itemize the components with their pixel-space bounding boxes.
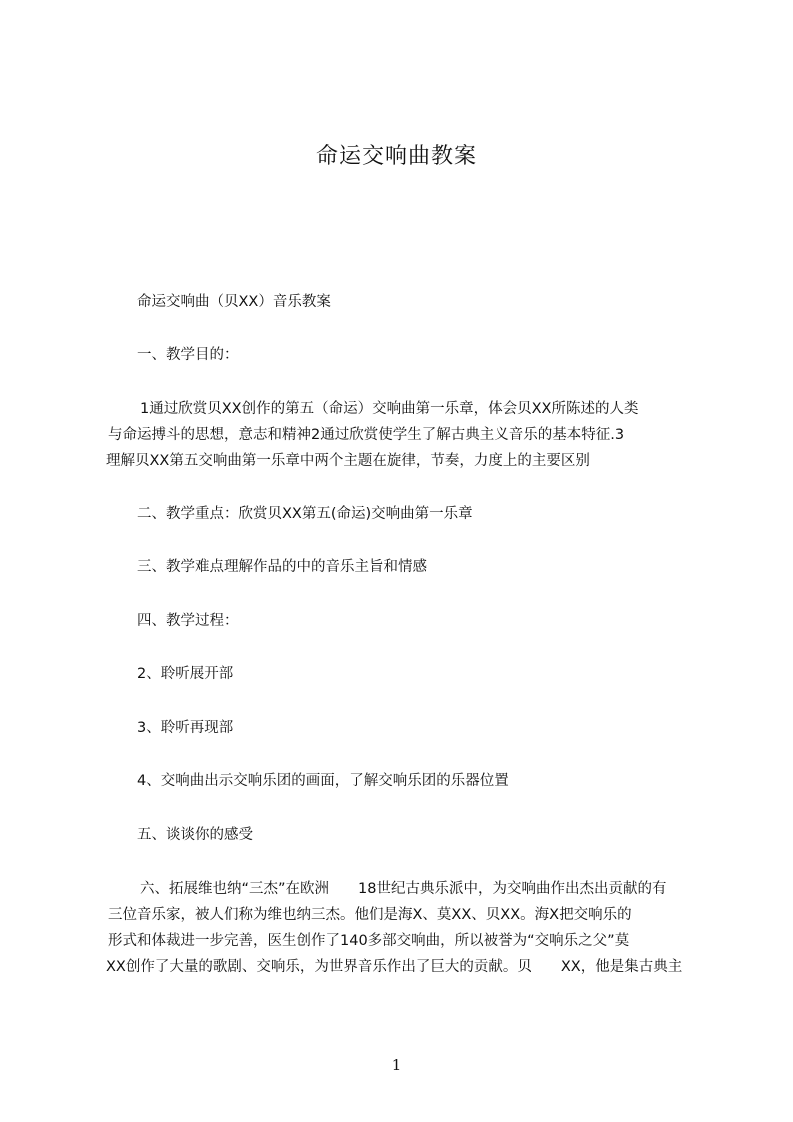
goal-line-3: 理解贝XX第五交响曲第一乐章中两个主题在旋律，节奏，力度上的主要区别: [106, 453, 590, 469]
step-2: 2、聆听展开部: [137, 666, 234, 682]
document-title: 命运交响曲教案: [315, 144, 477, 169]
page-number: 1: [391, 1056, 402, 1074]
goal-paragraph: [106, 396, 698, 474]
step-3: 3、聆听再现部: [137, 720, 234, 736]
step-4: 4、交响曲出示交响乐团的画面，了解交响乐团的乐器位置: [137, 773, 509, 789]
subtitle: 命运交响曲（贝XX）音乐教案: [137, 294, 331, 310]
extension-line-2: 三位音乐家，被人们称为维也纳三杰。他们是海X、莫XX、贝XX。海X把交响乐的: [108, 907, 632, 923]
goal-heading: 一、教学目的：: [137, 347, 239, 363]
goal-line-1: 1通过欣赏贝XX创作的第五（命运）交响曲第一乐章，体会贝XX所陈述的人类: [140, 401, 639, 417]
process-heading: 四、教学过程：: [137, 613, 239, 629]
step-5: 五、谈谈你的感受: [137, 827, 253, 843]
key-point: 二、教学重点：欣赏贝XX第五(命运)交响曲第一乐章: [137, 506, 473, 522]
extension-line-3: 形式和体裁进一步完善，医生创作了140多部交响曲，所以被誉为“交响乐之父”莫: [108, 933, 630, 949]
goal-line-2: 与命运搏斗的思想，意志和精神2通过欣赏使学生了解古典主义音乐的基本特征.3: [108, 427, 625, 443]
extension-line-4: XX创作了大量的歌剧、交响乐，为世界音乐作出了巨大的贡献。贝 XX，他是集古典主: [106, 959, 683, 975]
extension-paragraph: [106, 876, 698, 980]
extension-line-1: 六、拓展维也纳“三杰”在欧洲 18世纪古典乐派中，为交响曲作出杰出贡献的有: [140, 881, 667, 897]
difficulty: 三、教学难点理解作品的中的音乐主旨和情感: [137, 559, 427, 575]
